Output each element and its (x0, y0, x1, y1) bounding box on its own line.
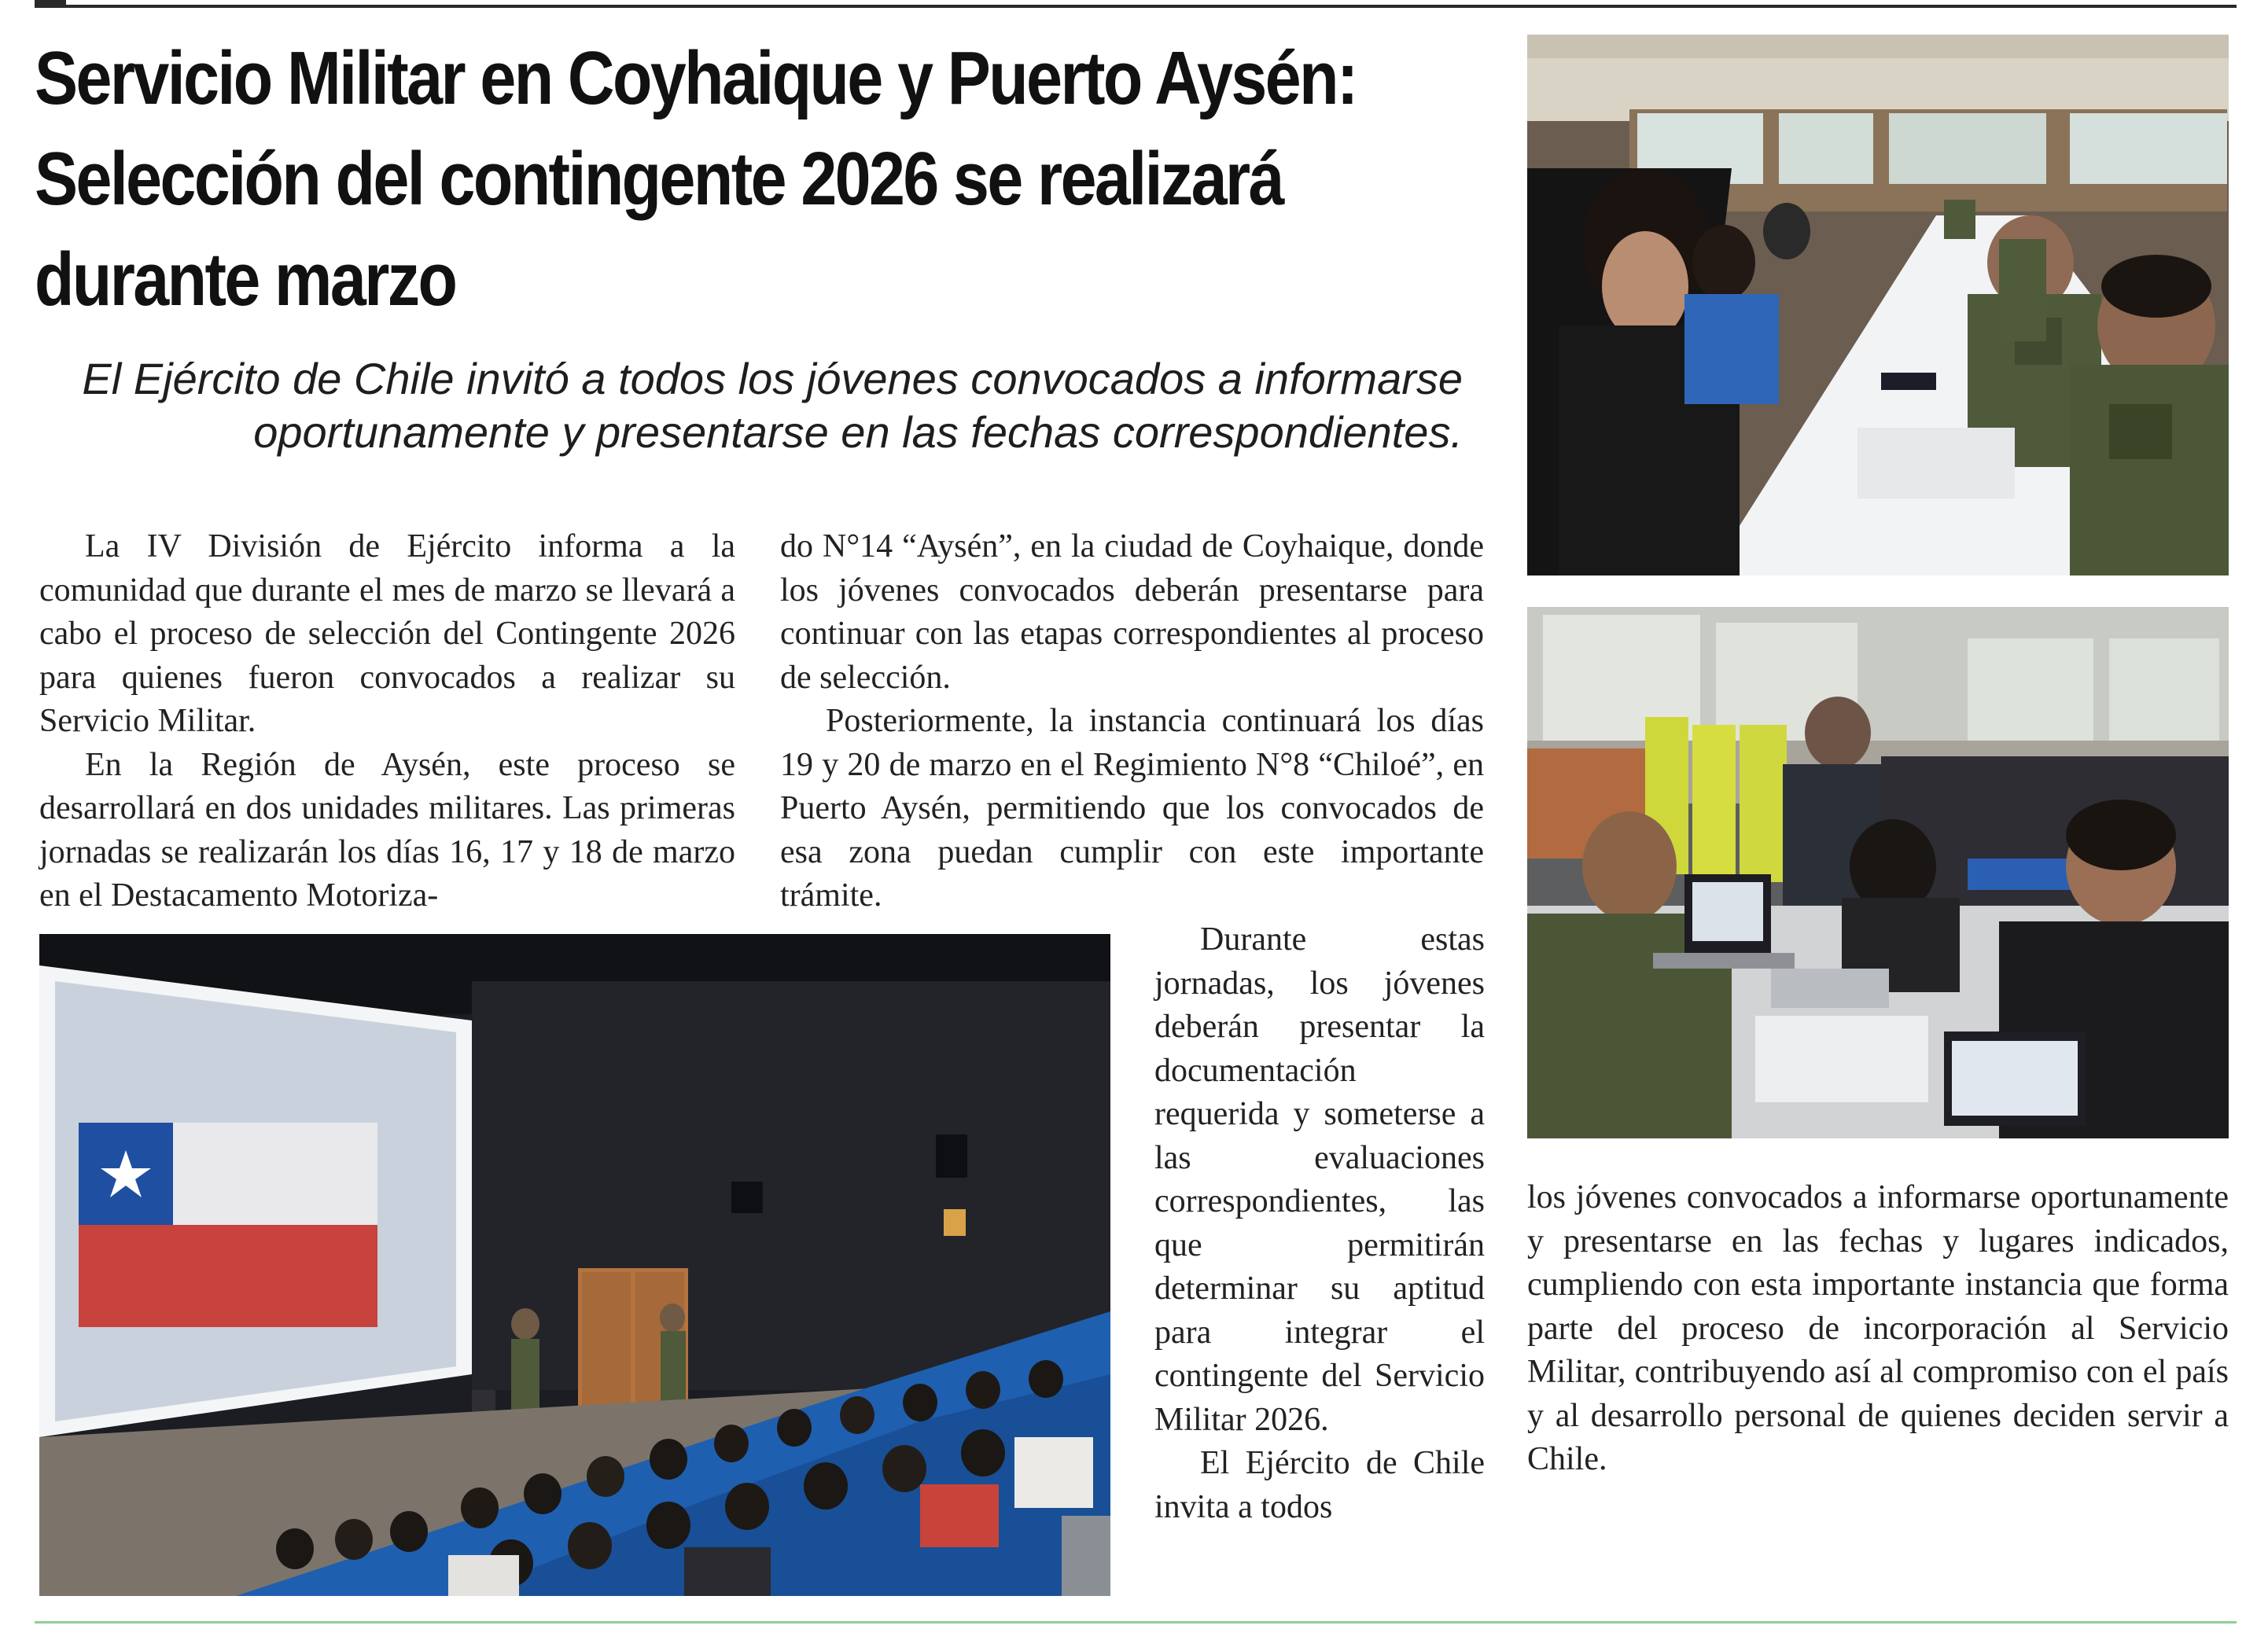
paragraph: Posteriormente, la instancia continuará los días 19 y 20 de marzo en el Regimiento N°8 “Chiloé”, en Puerto Aysén, permitiendo que los convocados de esa zona puedan cumplir con este importante trámite. (780, 703, 1484, 914)
paragraph: Durante estas jornadas, los jóvenes deberán presentar la documentación requerida y someterse a las evaluaciones correspondientes, las que permitirán determinar su aptitud para integrar el contingente del Servicio Militar 2026. (1154, 921, 1485, 1438)
body-column-3 (1154, 918, 1485, 1529)
body-column-4 (1527, 1176, 2229, 1482)
top-rule (35, 5, 2237, 8)
paragraph: El Ejército de Chile invita a todos (1154, 1445, 1485, 1525)
paragraph: do N°14 “Aysén”, en la ciudad de Coyhaique, donde los jóvenes convocados deberán presentarse para continuar con las etapas correspondientes al proceso de selección. (780, 528, 1484, 696)
body-column-2 (780, 525, 1484, 918)
paragraph: La IV División de Ejército informa a la comunidad que durante el mes de marzo se llevará a cabo el proceso de selección del Contingente 2026 para quienes fueron convocados a realizar su Servicio Militar. (39, 528, 735, 739)
photo-recruits-at-table (1527, 35, 2229, 575)
article-deck: El Ejército de Chile invitó a todos los jóvenes convocados a informarse oportunamente y presentarse en las fechas correspondientes. (82, 354, 1463, 457)
photo-auditorium-briefing (39, 934, 1110, 1596)
article-headline: Servicio Militar en Coyhaique y Puerto Aysén: Selección del contingente 2026 se realizará durante marzo (35, 36, 1357, 322)
bottom-rule (35, 1621, 2237, 1623)
paragraph: En la Región de Aysén, este proceso se desarrollará en dos unidades militares. Las primeras jornadas se realizarán los días 16, 17 y 18 de marzo en el Destacamento Motoriza- (39, 746, 735, 914)
photo-registration-laptops (1527, 607, 2229, 1138)
paragraph: los jóvenes convocados a informarse oportunamente y presentarse en las fechas y lugares indicados, cumpliendo con esta importante instancia que forma parte del proceso de incorporación al Servicio Militar, contribuyendo así al compromiso con el país y al desarrollo personal de quienes deciden servir a Chile. (1527, 1179, 2229, 1477)
body-column-1 (39, 525, 735, 918)
